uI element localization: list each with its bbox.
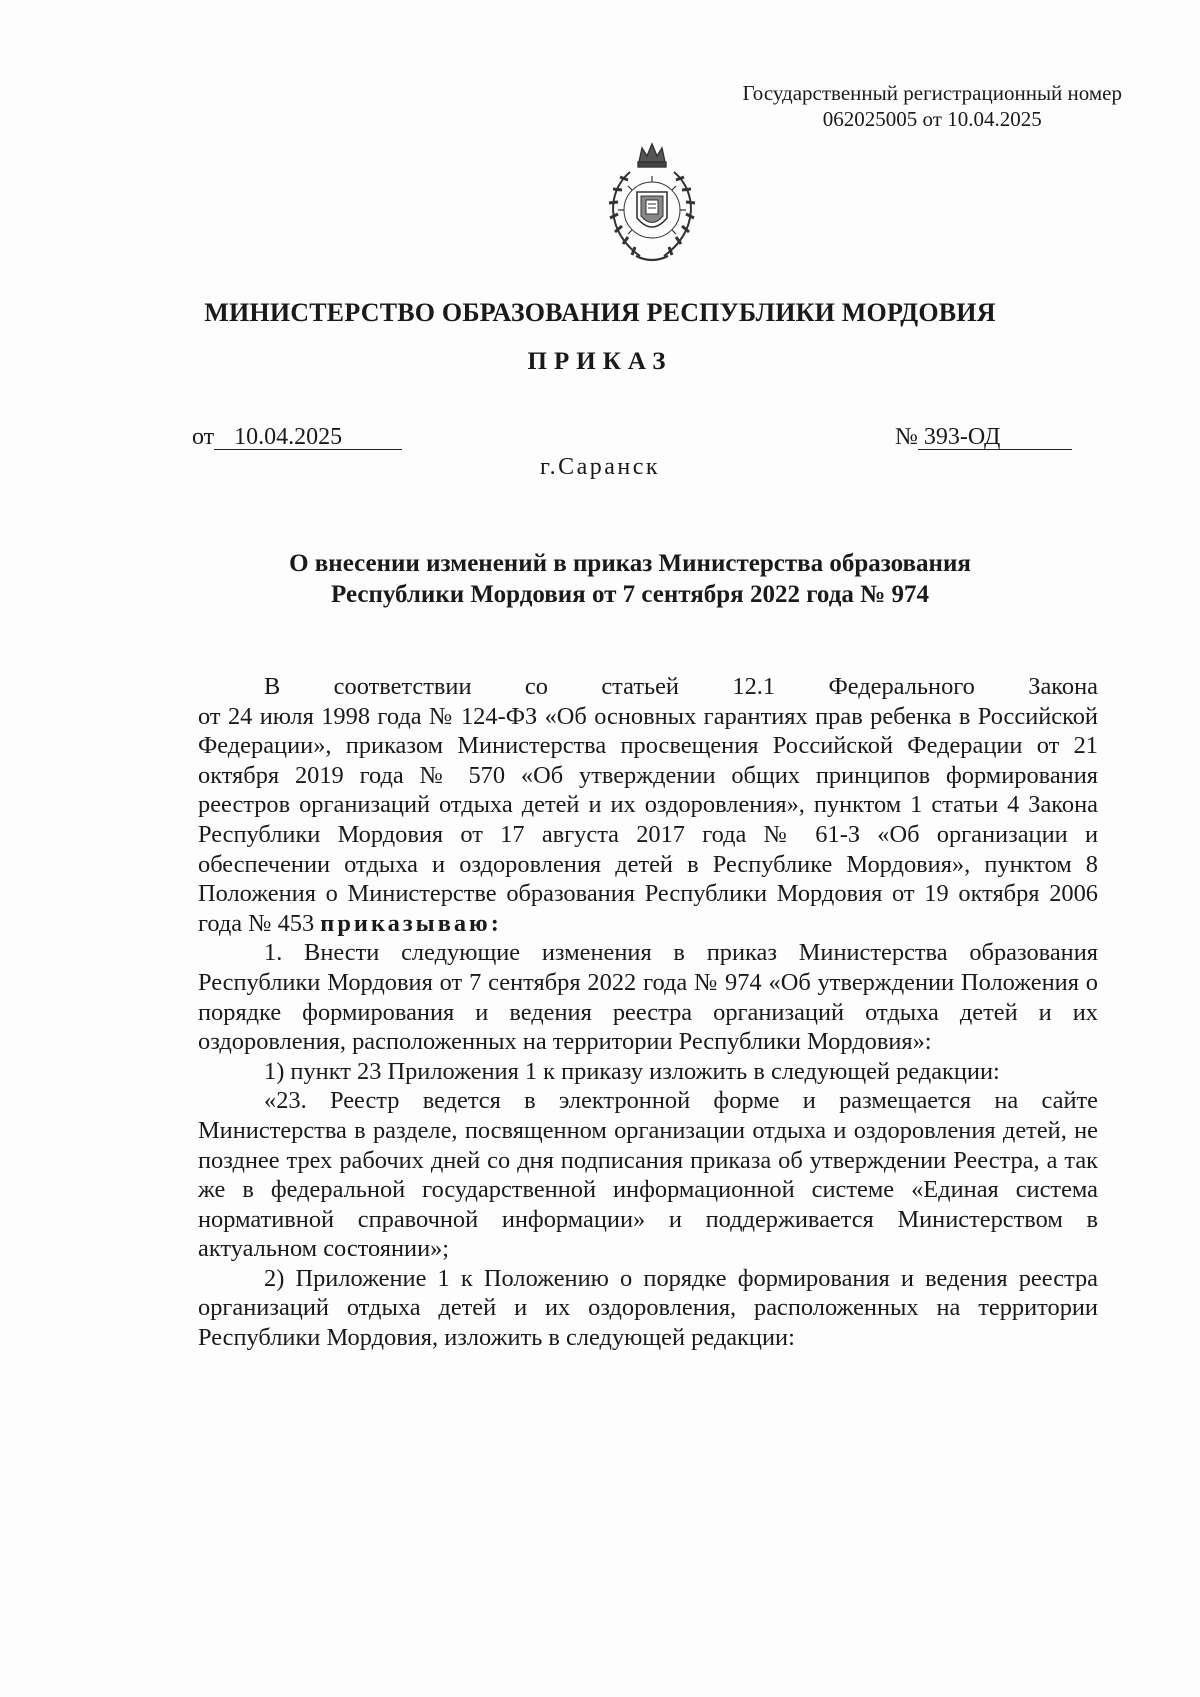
paragraph-quote-23: «23. Реестр ведется в электронной форме и размещается на сайте Министерства в разделе, посвященном организации отдыха и оздоровления детей, не позднее трех рабочих дней со дня подписания приказа об утверждении Реестра, а так же в федеральной государственной информационной системе «Единая система нормативной справочной информации» и поддерживается Министерством в актуальном состоянии»;	[198, 1087, 1098, 1263]
order-number-field	[895, 424, 1072, 451]
paragraph-preamble	[198, 702, 1098, 939]
order-body	[198, 672, 1098, 1353]
registration-line-1: Государственный регистрационный номер	[742, 81, 1122, 105]
order-date-field	[192, 424, 402, 451]
coat-of-arms-icon	[592, 140, 712, 270]
number-prefix: №	[895, 424, 918, 450]
subject-line-2: Республики Мордовия от 7 сентября 2022 года № 974	[331, 581, 929, 608]
paragraph-item-1: 1. Внести следующие изменения в приказ Министерства образования Республики Мордовия от 7 сентября 2022 года № 974 «Об утверждении Положения о порядке формирования и ведения реестра организаций отдыха детей и их оздоровления, расположенных на территории Республики Мордовия»:	[198, 939, 1098, 1056]
registration-stamp	[743, 80, 1122, 132]
order-date: 10.04.2025	[214, 425, 402, 450]
preamble-text: от 24 июля 1998 года № 124-ФЗ «Об основных гарантиях прав ребенка в Российской Федерации», приказом Министерства просвещения Российской Федерации от 21 октября 2019 года № 570 «Об утверждении общих принципов формирования реестров организаций отдыха детей и их оздоровления», пунктом 1 статьи 4 Закона Республики Мордовия от 17 августа 2017 года № 61-З «Об организации и обеспечении отдыха и оздоровления детей в Республике Мордовия», пунктом 8 Положения о Министерстве образования Республики Мордовия от 19 октября 2006 года № 453	[198, 702, 1098, 937]
date-prefix: от	[192, 424, 215, 450]
document-type-title: ПРИКАЗ	[527, 348, 673, 375]
order-number: 393-ОД	[918, 425, 1072, 450]
order-keyword: приказываю:	[320, 909, 502, 937]
city: г.Саранск	[539, 454, 661, 480]
ministry-name: МИНИСТЕРСТВО ОБРАЗОВАНИЯ РЕСПУБЛИКИ МОРДОВИЯ	[204, 298, 996, 327]
paragraph-preamble-first-line: В соответствии со статьей 12.1 Федерального Закона	[264, 673, 1098, 700]
paragraph-subitem-2: 2) Приложение 1 к Положению о порядке формирования и ведения реестра организаций отдыха детей и их оздоровления, расположенных на территории Республики Мордовия, изложить в следующей редакции:	[198, 1264, 1098, 1352]
paragraph-subitem-1: 1) пункт 23 Приложения 1 к приказу изложить в следующей редакции:	[264, 1057, 1000, 1085]
registration-line-2: 062025005 от 10.04.2025	[822, 107, 1042, 131]
subject-line-1: О внесении изменений в приказ Министерства образования	[289, 550, 971, 577]
order-subject	[190, 548, 1070, 610]
